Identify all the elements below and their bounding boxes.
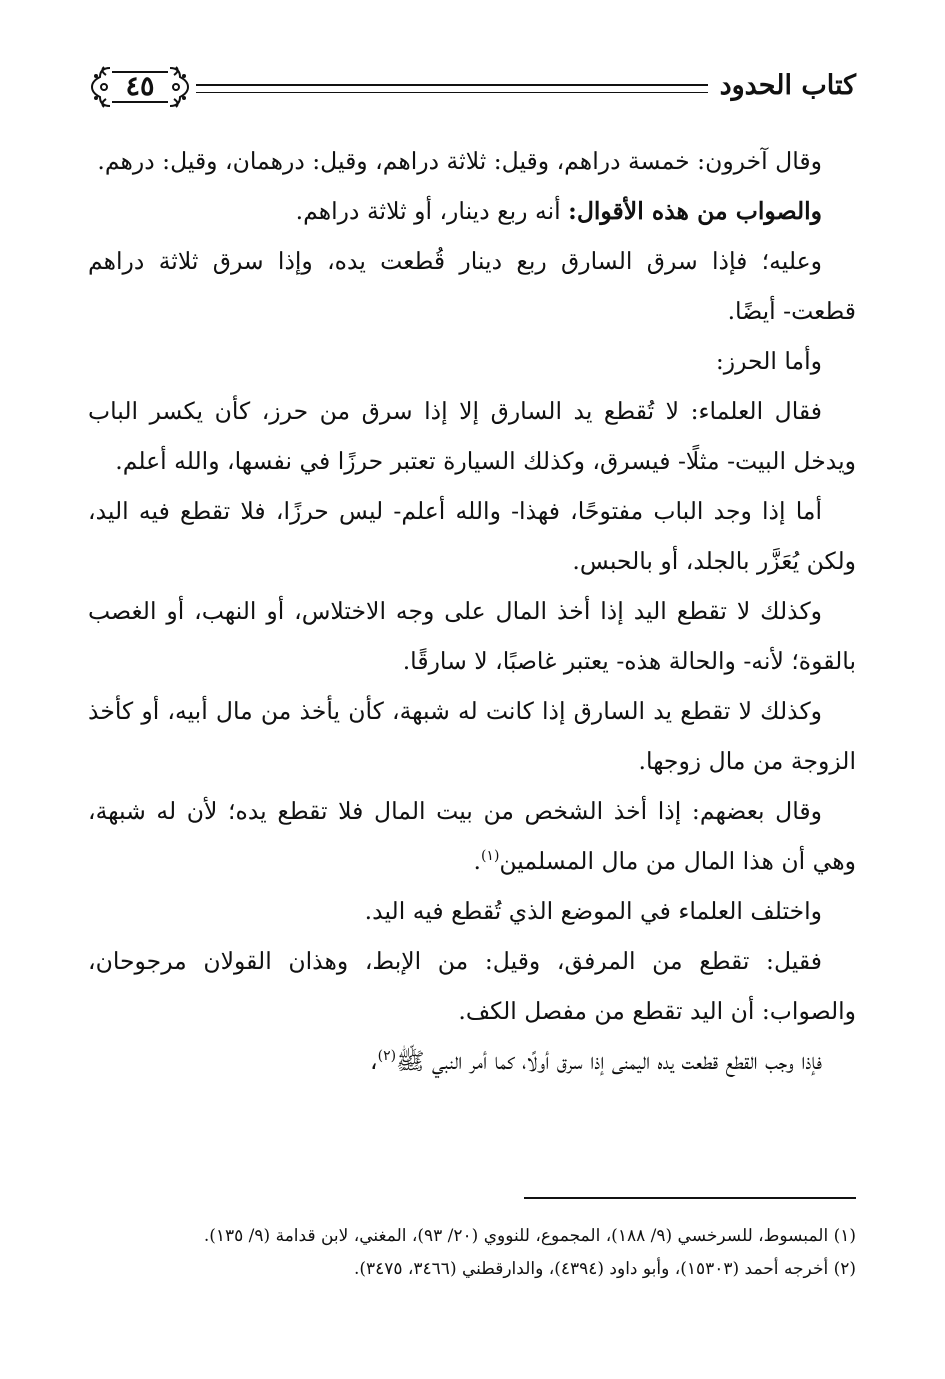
page-number-frame — [88, 62, 192, 112]
book-title: كتاب الحدود — [719, 70, 856, 101]
paragraph: وعليه؛ فإذا سرق السارق ربع دينار قُطعت يده، وإذا سرق ثلاثة دراهم قطعت- أيضًا. — [88, 247, 856, 325]
page-number: ٤٥ — [125, 71, 155, 102]
bold-lead: والصواب من هذه الأقوال: — [568, 197, 822, 225]
footnote-marker: (١) — [480, 848, 500, 865]
paragraph: والصواب من هذه الأقوال: أنه ربع دينار، أو ثلاثة دراهم. — [295, 197, 822, 225]
paragraph: فقيل: تقطع من المرفق، وقيل: من الإبط، وهذان القولان مرجوحان، والصواب: أن اليد تقطع من مفصل الكف. — [88, 947, 856, 1025]
body-text — [88, 136, 856, 1086]
page-header — [88, 62, 856, 114]
footnote: (١) المبسوط، للسرخسي (٩/ ١٨٨)، المجموع، للنووي (٢٠/ ٩٣)، المغني، لابن قدامة (٩/ ١٣٥). — [203, 1226, 856, 1246]
header-rule — [196, 84, 708, 93]
paragraph: وكذلك لا تقطع اليد إذا أخذ المال على وجه الاختلاس، أو النهب، أو الغصب بالقوة؛ لأنه- والحالة هذه- يعتبر غاصبًا، لا سارقًا. — [88, 597, 856, 675]
paragraph: فقال العلماء: لا تُقطع يد السارق إلا إذا سرق من حرز، كأن يكسر الباب ويدخل البيت- مثلًا- فيسرق، وكذلك السيارة تعتبر حرزًا في نفسها، والله أعلم. — [88, 397, 856, 475]
paragraph: وقال بعضهم: إذا أخذ الشخص من بيت المال فلا تقطع يده؛ لأن له شبهة، وهي أن هذا المال من مال المسلمين$^{(١)}$. — [88, 797, 856, 875]
footnotes — [88, 1220, 856, 1286]
paragraph: وأما الحرز: — [715, 347, 822, 375]
paragraph: وقال آخرون: خمسة دراهم، وقيل: ثلاثة دراهم، وقيل: درهمان، وقيل: درهم. — [97, 147, 822, 175]
paragraph: أما إذا وجد الباب مفتوحًا، فهذا- والله أعلم- ليس حرزًا، فلا تقطع فيه اليد، ولكن يُعَزَّر بالجلد، أو بالحبس. — [88, 497, 856, 575]
paragraph: فإذا وجب القطع قطعت يده اليمنى إذا سرق أولًا، كما أمر النبي ﷺ$^{(٢)}$، — [370, 1047, 822, 1075]
footnote-marker: (٢) — [377, 1048, 397, 1065]
footnote-rule — [524, 1197, 856, 1199]
paragraph: واختلف العلماء في الموضع الذي تُقطع فيه اليد. — [364, 897, 822, 925]
footnote: (٢) أخرجه أحمد (١٥٣٠٣)، وأبو داود (٤٣٩٤)، والدارقطني (٣٤٦٦، ٣٤٧٥). — [353, 1259, 856, 1279]
paragraph: وكذلك لا تقطع يد السارق إذا كانت له شبهة، كأن يأخذ من مال أبيه، أو كأخذ الزوجة من مال زوجها. — [88, 697, 856, 775]
